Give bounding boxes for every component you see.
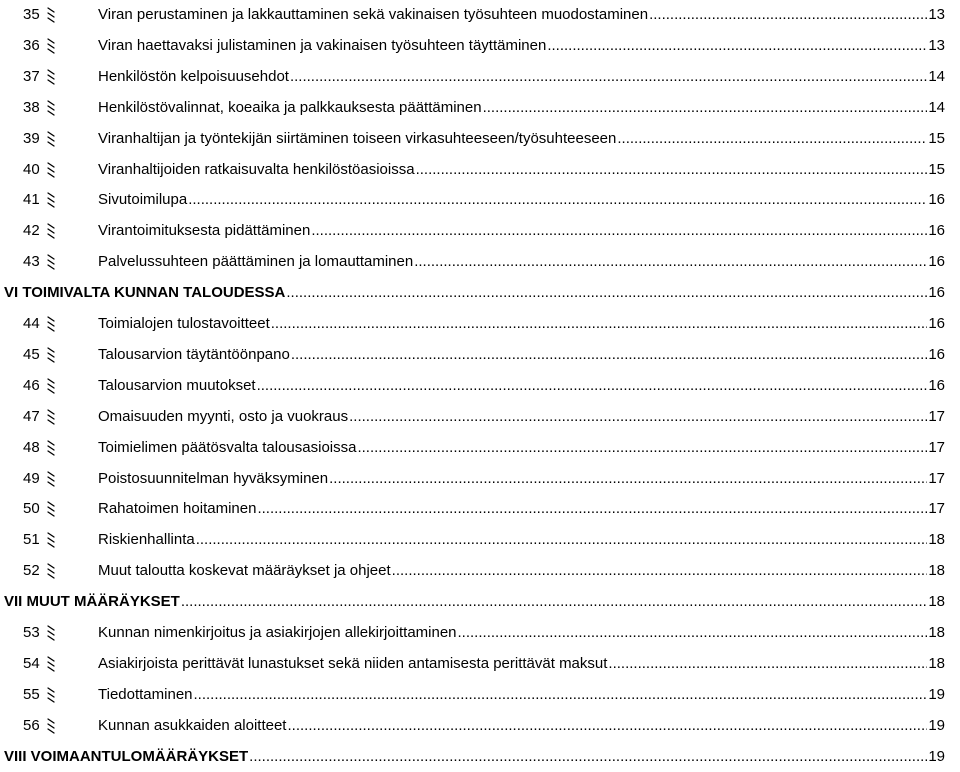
toc-section-row[interactable]	[0, 0, 960, 30]
section-title: Talousarvion täytäntöönpano	[98, 345, 290, 363]
section-sign-icon	[46, 130, 56, 148]
section-title: Henkilöstövalinnat, koeaika ja palkkauksesta päättäminen	[98, 98, 482, 116]
dot-leader	[349, 402, 927, 432]
section-number: 51	[23, 531, 40, 549]
section-title: Palvelussuhteen päättäminen ja lomauttaminen	[98, 253, 414, 271]
dot-leader	[181, 587, 927, 617]
page-number: 16	[928, 191, 945, 209]
dot-leader	[311, 216, 927, 246]
section-title: Viranhaltijoiden ratkaisuvalta henkilöstöasioissa	[98, 160, 415, 178]
page-number: 15	[928, 160, 945, 178]
section-title: Talousarvion muutokset	[98, 376, 256, 394]
section-number: 56	[23, 716, 40, 734]
section-number: 38	[23, 98, 40, 116]
section-title: Riskienhallinta	[98, 531, 195, 549]
section-title: Toimielimen päätösvalta talousasioissa	[98, 438, 357, 456]
toc-section-row[interactable]	[0, 124, 960, 154]
toc-section-row[interactable]	[0, 494, 960, 524]
page-number: 16	[928, 315, 945, 332]
dot-leader	[290, 62, 927, 92]
section-number: 52	[23, 562, 40, 580]
section-title: Viranhaltijan ja työntekijän siirtäminen toiseen virkasuhteeseen/työsuhteeseen	[98, 129, 617, 147]
section-title: Viran haettavaksi julistaminen ja vakinaisen työsuhteen täyttäminen	[98, 36, 547, 54]
dot-leader	[291, 340, 928, 370]
toc-chapter-row[interactable]	[0, 742, 960, 772]
toc-section-row[interactable]	[0, 711, 960, 741]
section-sign-icon	[46, 377, 56, 395]
section-sign-icon	[46, 439, 56, 457]
dot-leader	[608, 649, 927, 679]
dot-leader	[414, 247, 927, 277]
dot-leader	[257, 371, 928, 401]
section-title: Poistosuunnitelman hyväksyminen	[98, 469, 329, 487]
toc-chapter-row[interactable]	[0, 278, 960, 308]
section-number: 37	[23, 67, 40, 85]
page-number: 14	[928, 98, 945, 116]
section-title: Omaisuuden myynti, osto ja vuokraus	[98, 407, 349, 425]
toc-section-row[interactable]	[0, 185, 960, 215]
section-number: 39	[23, 129, 40, 147]
toc-section-row[interactable]	[0, 93, 960, 123]
section-title: Sivutoimilupa	[98, 191, 188, 209]
page-number: 18	[928, 654, 945, 672]
section-title: Toimialojen tulostavoitteet	[98, 315, 270, 332]
toc-section-row[interactable]	[0, 155, 960, 185]
section-sign-icon	[46, 191, 56, 209]
dot-leader	[617, 124, 927, 154]
section-number: 45	[23, 345, 40, 363]
chapter-title: VII MUUT MÄÄRÄYKSET	[4, 593, 180, 611]
page-number: 19	[928, 685, 945, 703]
page-number: 16	[928, 222, 945, 240]
toc-section-row[interactable]	[0, 464, 960, 494]
section-title: Tiedottaminen	[98, 685, 193, 703]
section-number: 50	[23, 500, 40, 518]
dot-leader	[188, 185, 927, 215]
dot-leader	[287, 711, 927, 741]
section-number: 54	[23, 654, 40, 672]
page-number: 18	[928, 562, 945, 580]
toc-section-row[interactable]	[0, 62, 960, 92]
section-title: Kunnan nimenkirjoitus ja asiakirjojen allekirjoittaminen	[98, 624, 457, 641]
section-title: Kunnan asukkaiden aloitteet	[98, 716, 287, 734]
section-sign-icon	[46, 37, 56, 55]
section-number: 40	[23, 160, 40, 178]
section-sign-icon	[46, 315, 56, 333]
section-title: Muut taloutta koskevat määräykset ja ohjeet	[98, 562, 391, 580]
section-title: Asiakirjoista perittävät lunastukset sekä niiden antamisesta perittävät maksut	[98, 654, 608, 672]
section-sign-icon	[46, 655, 56, 673]
page-number: 13	[928, 6, 945, 23]
toc-section-row[interactable]	[0, 680, 960, 710]
dot-leader	[392, 556, 928, 586]
dot-leader	[483, 93, 928, 123]
dot-leader	[257, 494, 927, 524]
section-title: Henkilöstön kelpoisuusehdot	[98, 67, 289, 85]
page-number: 18	[928, 624, 945, 641]
section-sign-icon	[46, 500, 56, 518]
section-sign-icon	[46, 531, 56, 549]
page-number: 19	[928, 747, 945, 765]
page-number: 17	[928, 500, 945, 518]
dot-leader	[649, 0, 927, 30]
section-number: 35	[23, 6, 40, 23]
section-sign-icon	[46, 253, 56, 271]
section-sign-icon	[46, 99, 56, 117]
toc-section-row[interactable]	[0, 371, 960, 401]
page-number: 17	[928, 438, 945, 456]
section-number: 44	[23, 315, 40, 332]
section-sign-icon	[46, 68, 56, 86]
section-number: 36	[23, 36, 40, 54]
dot-leader	[458, 618, 928, 648]
section-number: 49	[23, 469, 40, 487]
toc-section-row[interactable]	[0, 247, 960, 277]
section-sign-icon	[46, 686, 56, 704]
toc-section-row[interactable]	[0, 649, 960, 679]
toc-section-row[interactable]	[0, 433, 960, 463]
chapter-title: VI TOIMIVALTA KUNNAN TALOUDESSA	[4, 284, 286, 302]
section-number: 41	[23, 191, 40, 209]
page-number: 17	[928, 407, 945, 425]
section-sign-icon	[46, 717, 56, 735]
section-sign-icon	[46, 624, 56, 642]
dot-leader	[286, 278, 927, 308]
page-number: 15	[928, 129, 945, 147]
section-sign-icon	[46, 222, 56, 240]
page-number: 17	[928, 469, 945, 487]
toc-section-row[interactable]	[0, 340, 960, 370]
section-title: Viran perustaminen ja lakkauttaminen sekä vakinaisen työsuhteen muodostaminen	[98, 6, 649, 23]
section-sign-icon	[46, 161, 56, 179]
section-number: 55	[23, 685, 40, 703]
dot-leader	[194, 680, 928, 710]
page-number: 16	[928, 376, 945, 394]
toc-section-row[interactable]	[0, 402, 960, 432]
page-number: 16	[928, 284, 945, 302]
section-number: 46	[23, 376, 40, 394]
section-number: 42	[23, 222, 40, 240]
section-number: 53	[23, 624, 40, 641]
dot-leader	[249, 742, 927, 772]
dot-leader	[271, 309, 928, 339]
page-number: 18	[928, 593, 945, 611]
page-number: 14	[928, 67, 945, 85]
dot-leader	[357, 433, 927, 463]
toc-section-row[interactable]	[0, 216, 960, 246]
page-number: 16	[928, 253, 945, 271]
toc-section-row[interactable]	[0, 618, 960, 648]
toc-section-row[interactable]	[0, 556, 960, 586]
toc-section-row[interactable]	[0, 525, 960, 555]
section-number: 43	[23, 253, 40, 271]
page-number: 16	[928, 345, 945, 363]
toc-section-row[interactable]	[0, 31, 960, 61]
toc-chapter-row[interactable]	[0, 587, 960, 617]
page-number: 13	[928, 36, 945, 54]
page-number: 19	[928, 716, 945, 734]
toc-section-row[interactable]	[0, 309, 960, 339]
page-number: 18	[928, 531, 945, 549]
section-number: 48	[23, 438, 40, 456]
section-sign-icon	[46, 6, 56, 24]
section-sign-icon	[46, 408, 56, 426]
dot-leader	[196, 525, 928, 555]
dot-leader	[329, 464, 927, 494]
dot-leader	[416, 155, 928, 185]
dot-leader	[547, 31, 927, 61]
section-sign-icon	[46, 562, 56, 580]
section-sign-icon	[46, 346, 56, 364]
section-title: Virantoimituksesta pidättäminen	[98, 222, 311, 240]
section-number: 47	[23, 407, 40, 425]
chapter-title: VIII VOIMAANTULOMÄÄRÄYKSET	[4, 747, 249, 765]
section-title: Rahatoimen hoitaminen	[98, 500, 257, 518]
section-sign-icon	[46, 470, 56, 488]
